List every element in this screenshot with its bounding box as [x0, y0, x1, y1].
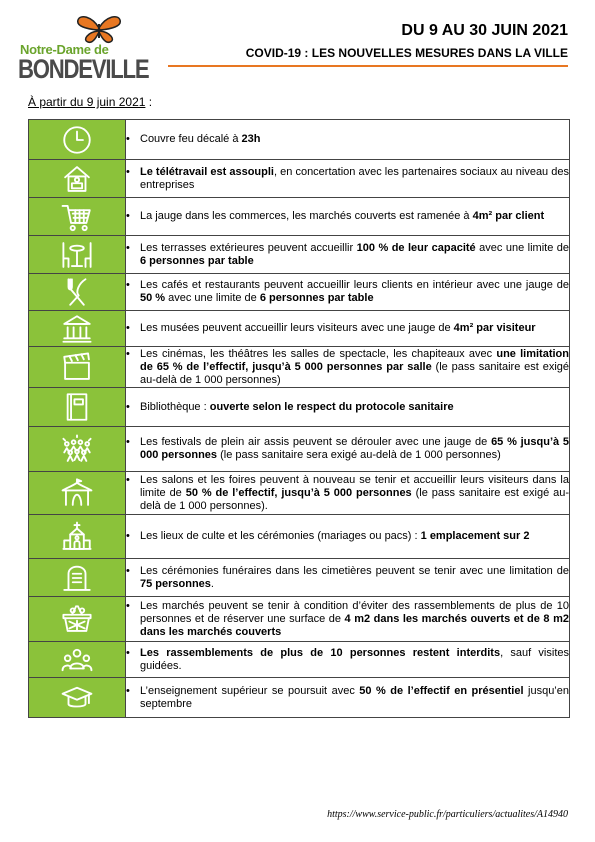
- measure-text-part: Les festivals de plein air assis peuvent se dérouler avec une jauge de: [140, 436, 492, 448]
- measure-text-cell: [126, 274, 570, 311]
- measure-text-bold: 4m² par visiteur: [453, 322, 536, 334]
- measure-text-cell: [126, 198, 570, 236]
- measure-text-part: jusqu’en septembre: [140, 684, 569, 710]
- bullet-icon: •: [126, 400, 130, 413]
- measure-text-bold: 4 m2 dans les marchés ouverts et de 8 m2 dans les marchés couverts: [140, 612, 569, 638]
- measure-text-cell: [126, 427, 570, 472]
- graduation-cap-icon: [60, 681, 94, 715]
- measure-row: [29, 678, 570, 718]
- church-icon: [60, 520, 94, 554]
- measure-row: [29, 347, 570, 388]
- bullet-icon: •: [126, 133, 130, 145]
- bullet-icon: •: [126, 322, 130, 334]
- measure-row: [29, 388, 570, 427]
- measure-text-part: Couvre feu décalé à: [140, 133, 242, 145]
- butterfly-icon: [76, 14, 122, 44]
- measure-row: [29, 472, 570, 515]
- measure-icon-cell: [29, 311, 126, 347]
- terrace-table-icon: [60, 238, 94, 272]
- measure-row: [29, 559, 570, 597]
- source-url[interactable]: https://www.service-public.fr/particuliers/actualites/A14940: [327, 809, 568, 820]
- measure-text-part: .: [210, 577, 214, 590]
- measure-text-bold: ouverte selon le respect du protocole sanitaire: [209, 400, 454, 413]
- measure-text-part: , en concertation avec les partenaires sociaux au niveau des entreprises: [140, 165, 569, 191]
- measure-text-cell: [126, 311, 570, 347]
- city-logo: [18, 14, 149, 84]
- measure-text-bold: 100 % de leur capacité: [356, 241, 476, 254]
- measure-text: [140, 647, 569, 673]
- measure-text: [140, 242, 569, 268]
- measure-text-part: Les musées peuvent accueillir leurs visiteurs avec une jauge de: [140, 322, 454, 334]
- measure-text-bold: Les rassemblements de plus de 10 personnes restent interdits: [140, 646, 501, 659]
- measure-icon-cell: [29, 120, 126, 160]
- measure-text-part: Les cérémonies funéraires dans les cimetières peuvent se tenir avec une limitation de: [140, 564, 569, 577]
- measure-icon-cell: [29, 678, 126, 718]
- measure-row: [29, 642, 570, 678]
- measure-text-part: L’enseignement supérieur se poursuit avec: [140, 684, 360, 697]
- measure-row: [29, 597, 570, 642]
- measure-text: [140, 279, 569, 305]
- measure-text-bold: 75 personnes: [140, 577, 211, 590]
- measure-text-cell: [126, 559, 570, 597]
- measure-icon-cell: [29, 597, 126, 642]
- logo-text-line1: Notre-Dame de: [20, 42, 109, 57]
- people-group-icon: [60, 643, 94, 677]
- measure-text-part: (le pass sanitaire sera exigé au-delà de 1 000 personnes): [217, 449, 501, 461]
- bullet-icon: •: [126, 436, 130, 448]
- measure-icon-cell: [29, 274, 126, 311]
- shopping-cart-icon: [60, 200, 94, 234]
- measure-text-part: Les terrasses extérieures peuvent accueillir: [140, 241, 357, 254]
- measure-text-cell: [126, 120, 570, 160]
- bullet-icon: •: [126, 241, 130, 254]
- cutlery-icon: [60, 275, 94, 309]
- bullet-icon: •: [126, 210, 130, 222]
- measure-icon-cell: [29, 160, 126, 198]
- measure-text-part: (le pass sanitaire est exigé au-delà de 1 000 personnes).: [140, 486, 569, 512]
- measure-text-bold: 23h: [241, 133, 261, 145]
- measure-icon-cell: [29, 559, 126, 597]
- page-subtitle: COVID-19 : LES NOUVELLES MESURES DANS LA VILLE: [245, 46, 568, 60]
- bullet-icon: •: [126, 564, 130, 577]
- measure-text: [140, 401, 569, 414]
- measure-text-cell: [126, 347, 570, 388]
- bullet-icon: •: [126, 279, 130, 291]
- measure-text-part: Les salons et les foires peuvent à nouveau se tenir et accueillir leurs visiteurs dans la limite de: [140, 473, 569, 499]
- measure-icon-cell: [29, 642, 126, 678]
- measure-text-part: Les marchés peuvent se tenir à condition d’éviter des rassemblements de plus de 10 personnes et de réserver une surface de: [140, 599, 569, 625]
- measure-text-bold: 50 %: [140, 292, 166, 304]
- tombstone-icon: [60, 561, 94, 595]
- measure-text-cell: [126, 597, 570, 642]
- home-office-icon: [60, 162, 94, 196]
- measure-icon-cell: [29, 388, 126, 427]
- measure-text-cell: [126, 236, 570, 274]
- measure-row: [29, 198, 570, 236]
- bullet-icon: •: [126, 684, 130, 697]
- measure-text: [140, 133, 569, 146]
- measure-text: [140, 565, 569, 591]
- page-title: DU 9 AU 30 JUIN 2021: [401, 22, 568, 39]
- intro-text: [28, 95, 152, 109]
- measure-text-part: Les cafés et restaurants peuvent accueillir leurs clients en intérieur avec une jauge de: [140, 279, 569, 291]
- intro-suffix: :: [145, 95, 153, 109]
- measures-table: [28, 119, 570, 718]
- measure-text-part: Bibliothèque :: [140, 400, 210, 413]
- market-basket-icon: [60, 602, 94, 636]
- header-divider: [168, 65, 568, 67]
- measure-text-part: La jauge dans les commerces, les marchés couverts est ramenée à: [140, 210, 473, 222]
- museum-icon: [60, 312, 94, 346]
- measure-icon-cell: [29, 427, 126, 472]
- crowd-icon: [60, 432, 94, 466]
- measure-icon-cell: [29, 347, 126, 388]
- measure-text-part: , sauf visites guidées.: [140, 646, 569, 672]
- measure-text: [140, 322, 569, 335]
- clapperboard-icon: [60, 350, 94, 384]
- measure-text-bold: 6 personnes par table: [140, 254, 254, 267]
- measure-text: [140, 600, 569, 639]
- measure-text: [140, 685, 569, 711]
- book-icon: [60, 390, 94, 424]
- measure-text-part: Les lieux de culte et les cérémonies (mariages ou pacs) :: [140, 530, 421, 542]
- bullet-icon: •: [126, 165, 130, 178]
- measure-row: [29, 274, 570, 311]
- clock-icon: [60, 123, 94, 157]
- measure-text-bold: Le télétravail est assoupli: [140, 165, 274, 178]
- bullet-icon: •: [126, 599, 130, 612]
- logo-text-line2: BONDEVILLE: [18, 54, 149, 84]
- measure-text-bold: 50 % de l’effectif, jusqu’à 5 000 personnes: [185, 486, 412, 499]
- measure-text-part: avec une limite de: [165, 292, 260, 304]
- measure-icon-cell: [29, 198, 126, 236]
- measure-text-bold: 65 % jusqu’à 5 000 personnes: [140, 436, 569, 461]
- bullet-icon: •: [126, 530, 130, 542]
- measure-text-bold: 50 % de l’effectif en présentiel: [359, 684, 524, 697]
- measure-text-bold: 6 personnes par table: [259, 292, 374, 304]
- measure-icon-cell: [29, 472, 126, 515]
- measure-text: [140, 348, 569, 387]
- measure-row: [29, 236, 570, 274]
- measure-row: [29, 311, 570, 347]
- measure-icon-cell: [29, 236, 126, 274]
- measure-row: [29, 515, 570, 559]
- measure-text-part: (le pass sanitaire est exigé au-delà de 1 000 personnes): [140, 360, 570, 386]
- bullet-icon: •: [126, 473, 130, 486]
- measure-text: [140, 210, 569, 223]
- measure-text: [140, 166, 569, 192]
- measure-text-cell: [126, 642, 570, 678]
- fair-tent-icon: [60, 476, 94, 510]
- measure-icon-cell: [29, 515, 126, 559]
- bullet-icon: •: [126, 646, 130, 659]
- measure-text-cell: [126, 678, 570, 718]
- intro-date: À partir du 9 juin 2021: [28, 95, 146, 109]
- measure-text-bold: 4m² par client: [472, 210, 545, 222]
- measure-row: [29, 427, 570, 472]
- measure-text-cell: [126, 388, 570, 427]
- measure-text-cell: [126, 515, 570, 559]
- measure-text: [140, 474, 569, 513]
- measure-text-bold: une limitation de 65 % de l’effectif, jusqu’à 5 000 personnes par salle: [140, 347, 569, 373]
- measure-row: [29, 160, 570, 198]
- measure-text-cell: [126, 160, 570, 198]
- measure-text: [140, 436, 569, 462]
- measure-text-bold: 1 emplacement sur 2: [420, 530, 530, 542]
- measure-text-part: avec une limite de: [475, 241, 570, 254]
- bullet-icon: •: [126, 347, 130, 360]
- measure-text-cell: [126, 472, 570, 515]
- measure-text: [140, 530, 569, 543]
- measure-row: [29, 120, 570, 160]
- measure-text-part: Les cinémas, les théâtres les salles de spectacle, les chapiteaux avec: [140, 347, 497, 360]
